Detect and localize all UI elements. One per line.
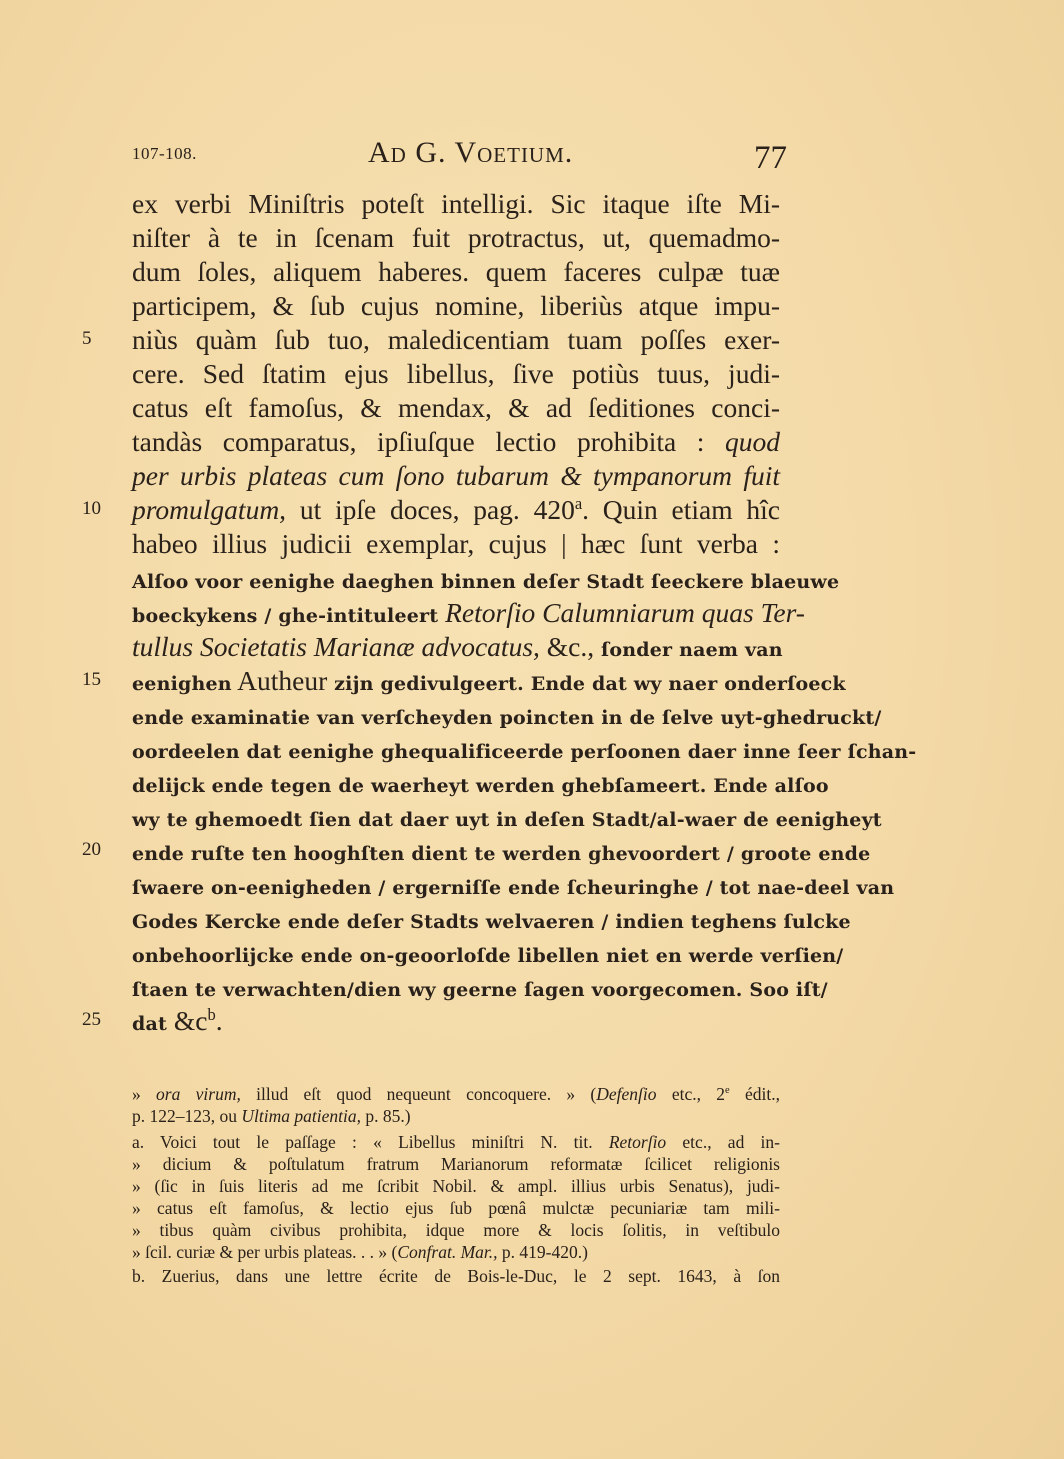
gothic-text: boeckykens / ghe-intituleert [132, 605, 439, 627]
body-line-9 [132, 459, 780, 493]
body-line-10-end: . Quin etiam hîc [582, 494, 780, 525]
footnote-text: p. 419-420.) [497, 1242, 588, 1262]
line-number-25: 25 [82, 1009, 101, 1030]
footnote-line-9: b. Zuerius, dans une lettre écrite de Bois-le-Duc, le 2 sept. 1643, à ſon [132, 1266, 780, 1286]
gothic-text: dat [132, 1013, 167, 1035]
body-line-13-italic: Retorſio Calumniarum quas Ter- [445, 597, 805, 628]
gothic-text: oordeelen dat eenighe ghequalificeerde perſoonen daer inne ſeer ſchan- [132, 741, 917, 763]
footnote-line-2 [132, 1105, 780, 1127]
body-line-25 [132, 1004, 780, 1041]
body-line-5: niùs quàm ſub tuo, maledicentiam tuam poſſes exer- [132, 324, 780, 355]
footnote-text: édit., [729, 1084, 780, 1104]
footnote-italic: Defenſio [596, 1084, 657, 1104]
footnote-italic: ora virum, [156, 1084, 241, 1104]
footnote-text: » [132, 1084, 157, 1104]
footnote-superscript: e [725, 1085, 730, 1097]
footnote-text: » ſcil. curiæ & per urbis plateas. . . » ( [132, 1242, 398, 1262]
body-line-8 [132, 425, 780, 459]
body-line-13 [132, 596, 805, 633]
body-line-19 [132, 800, 882, 837]
body-line-21 [132, 868, 895, 905]
body-line-25-roman: &c [173, 1005, 208, 1036]
footnote-line-8 [132, 1241, 780, 1263]
gothic-text: Godes Kercke ende deſer Stadts welvaeren / indien teghens ſulcke [132, 911, 851, 933]
footnote-text: a. Voici tout le paſſage : « Libellus miniſtri N. tit. [132, 1132, 609, 1152]
page-number: 77 [754, 140, 787, 176]
footnote-line-1 [132, 1083, 780, 1105]
body-line-20 [132, 834, 871, 871]
line-number-15: 15 [82, 669, 101, 690]
body-line-14 [132, 630, 783, 667]
footnote-line-3 [132, 1131, 780, 1153]
gothic-text: ende examinatie van verſcheyden poincten in de ſelve uyt-ghedruckt/ [132, 707, 882, 729]
footnote-line-5: » (ſic in ſuis literis ad me ſcribit Nobil. & ampl. illius urbis Senatus), judi- [132, 1176, 780, 1196]
body-line-10-italic: promulgatum, [132, 494, 287, 525]
footnote-italic: Confrat. Mar., [397, 1242, 498, 1262]
footnote-text: etc., ad in- [666, 1132, 780, 1152]
body-line-10 [132, 493, 780, 527]
body-line-12 [132, 562, 840, 599]
running-title: Ad G. Voetium. [368, 136, 574, 169]
gothic-text: eenighen [132, 673, 232, 695]
body-line-24 [132, 970, 828, 1007]
gothic-text: Alſoo voor eenighe daeghen binnen deſer Stadt ſeeckere blaeuwe [132, 571, 840, 593]
footnote-text: p. 122–123, ou [132, 1106, 242, 1126]
body-line-23 [132, 936, 844, 973]
body-line-8-italic: quod [725, 426, 780, 457]
line-number-5: 5 [82, 328, 92, 349]
body-line-18 [132, 766, 829, 803]
gothic-text: wy te ghemoedt ſien dat daer uyt in deſen Stadt/al-waer de eenigheyt [132, 809, 882, 831]
body-line-2: niſter à te in ſcenam fuit protractus, ut, quemadmo- [132, 222, 780, 253]
footnote-line-7: » tibus quàm civibus prohibita, idque more & locis ſolitis, in veſtibulo [132, 1220, 780, 1240]
gothic-text: ſwaere on-eenigheden / ergerniſſe ende ſcheuringhe / tot nae-deel van [132, 877, 895, 899]
gothic-text: onbehoorlijcke ende on-geoorloſde libellen niet en werde verſien/ [132, 945, 844, 967]
body-line-11: habeo illius judicii exemplar, cujus | hæc ſunt verba : [132, 528, 780, 559]
body-line-3: dum ſoles, aliquem haberes. quem faceres culpæ tuæ [132, 256, 780, 287]
footnote-line-4: » dicium & poſtulatum fratrum Marianorum reformatæ ſcilicet religionis [132, 1154, 780, 1174]
body-line-25-end: . [215, 1005, 223, 1036]
body-line-7: catus eſt famoſus, & mendax, & ad ſeditiones conci- [132, 392, 780, 423]
body-line-14-italic: tullus Societatis Marianæ advocatus, [132, 631, 540, 662]
body-line-8-roman: tandàs comparatus, ipſiuſque lectio prohibita : [132, 426, 705, 457]
footnote-text: etc., 2 [656, 1084, 726, 1104]
body-line-22 [132, 902, 851, 939]
gothic-text: ſonder naem van [601, 639, 783, 661]
body-line-15-roman: Autheur [237, 665, 328, 696]
gothic-text: delijck ende tegen de waerheyt werden ghebſameert. Ende alſoo [132, 775, 829, 797]
line-number-10: 10 [82, 498, 101, 519]
footnote-italic: Retorſio [608, 1132, 667, 1152]
body-line-17 [132, 732, 917, 769]
gothic-text: zijn gedivulgeert. Ende dat wy naer onderſoeck [334, 673, 846, 695]
footnote-italic: Ultima patientia, [241, 1106, 361, 1126]
footnote-text: illud eſt quod nequeunt concoquere. » ( [240, 1084, 597, 1104]
body-line-6: cere. Sed ſtatim ejus libellus, ſive potiùs tuus, judi- [132, 358, 780, 389]
line-number-20: 20 [82, 839, 101, 860]
body-line-15 [132, 664, 846, 701]
page-range: 107-108. [132, 144, 197, 163]
body-line-16 [132, 698, 882, 735]
footnote-ref-b: b [207, 1004, 216, 1024]
gothic-text: ende ruſte ten hooghſten dient te werden ghevoordert / groote ende [132, 843, 871, 865]
footnote-line-6: » catus eſt famoſus, & lectio ejus ſub pœnâ mulctæ pecuniariæ tam mili- [132, 1198, 780, 1218]
footnote-text: p. 85.) [360, 1106, 411, 1126]
body-line-9-italic: per urbis plateas cum ſono tubarum & tympanorum fuit [132, 460, 780, 491]
footnote-ref-a: a [574, 493, 583, 513]
body-line-14-roman: &c., [546, 631, 595, 662]
body-line-10-roman: ut ipſe doces, pag. 420 [299, 494, 575, 525]
body-line-1: ex verbi Miniſtris poteſt intelligi. Sic itaque iſte Mi- [132, 188, 780, 219]
body-line-4: participem, & ſub cujus nomine, liberiùs atque impu- [132, 290, 780, 321]
gothic-text: ſtaen te verwachten/dien wy geerne ſagen voorgecomen. Soo iſt/ [132, 979, 828, 1001]
